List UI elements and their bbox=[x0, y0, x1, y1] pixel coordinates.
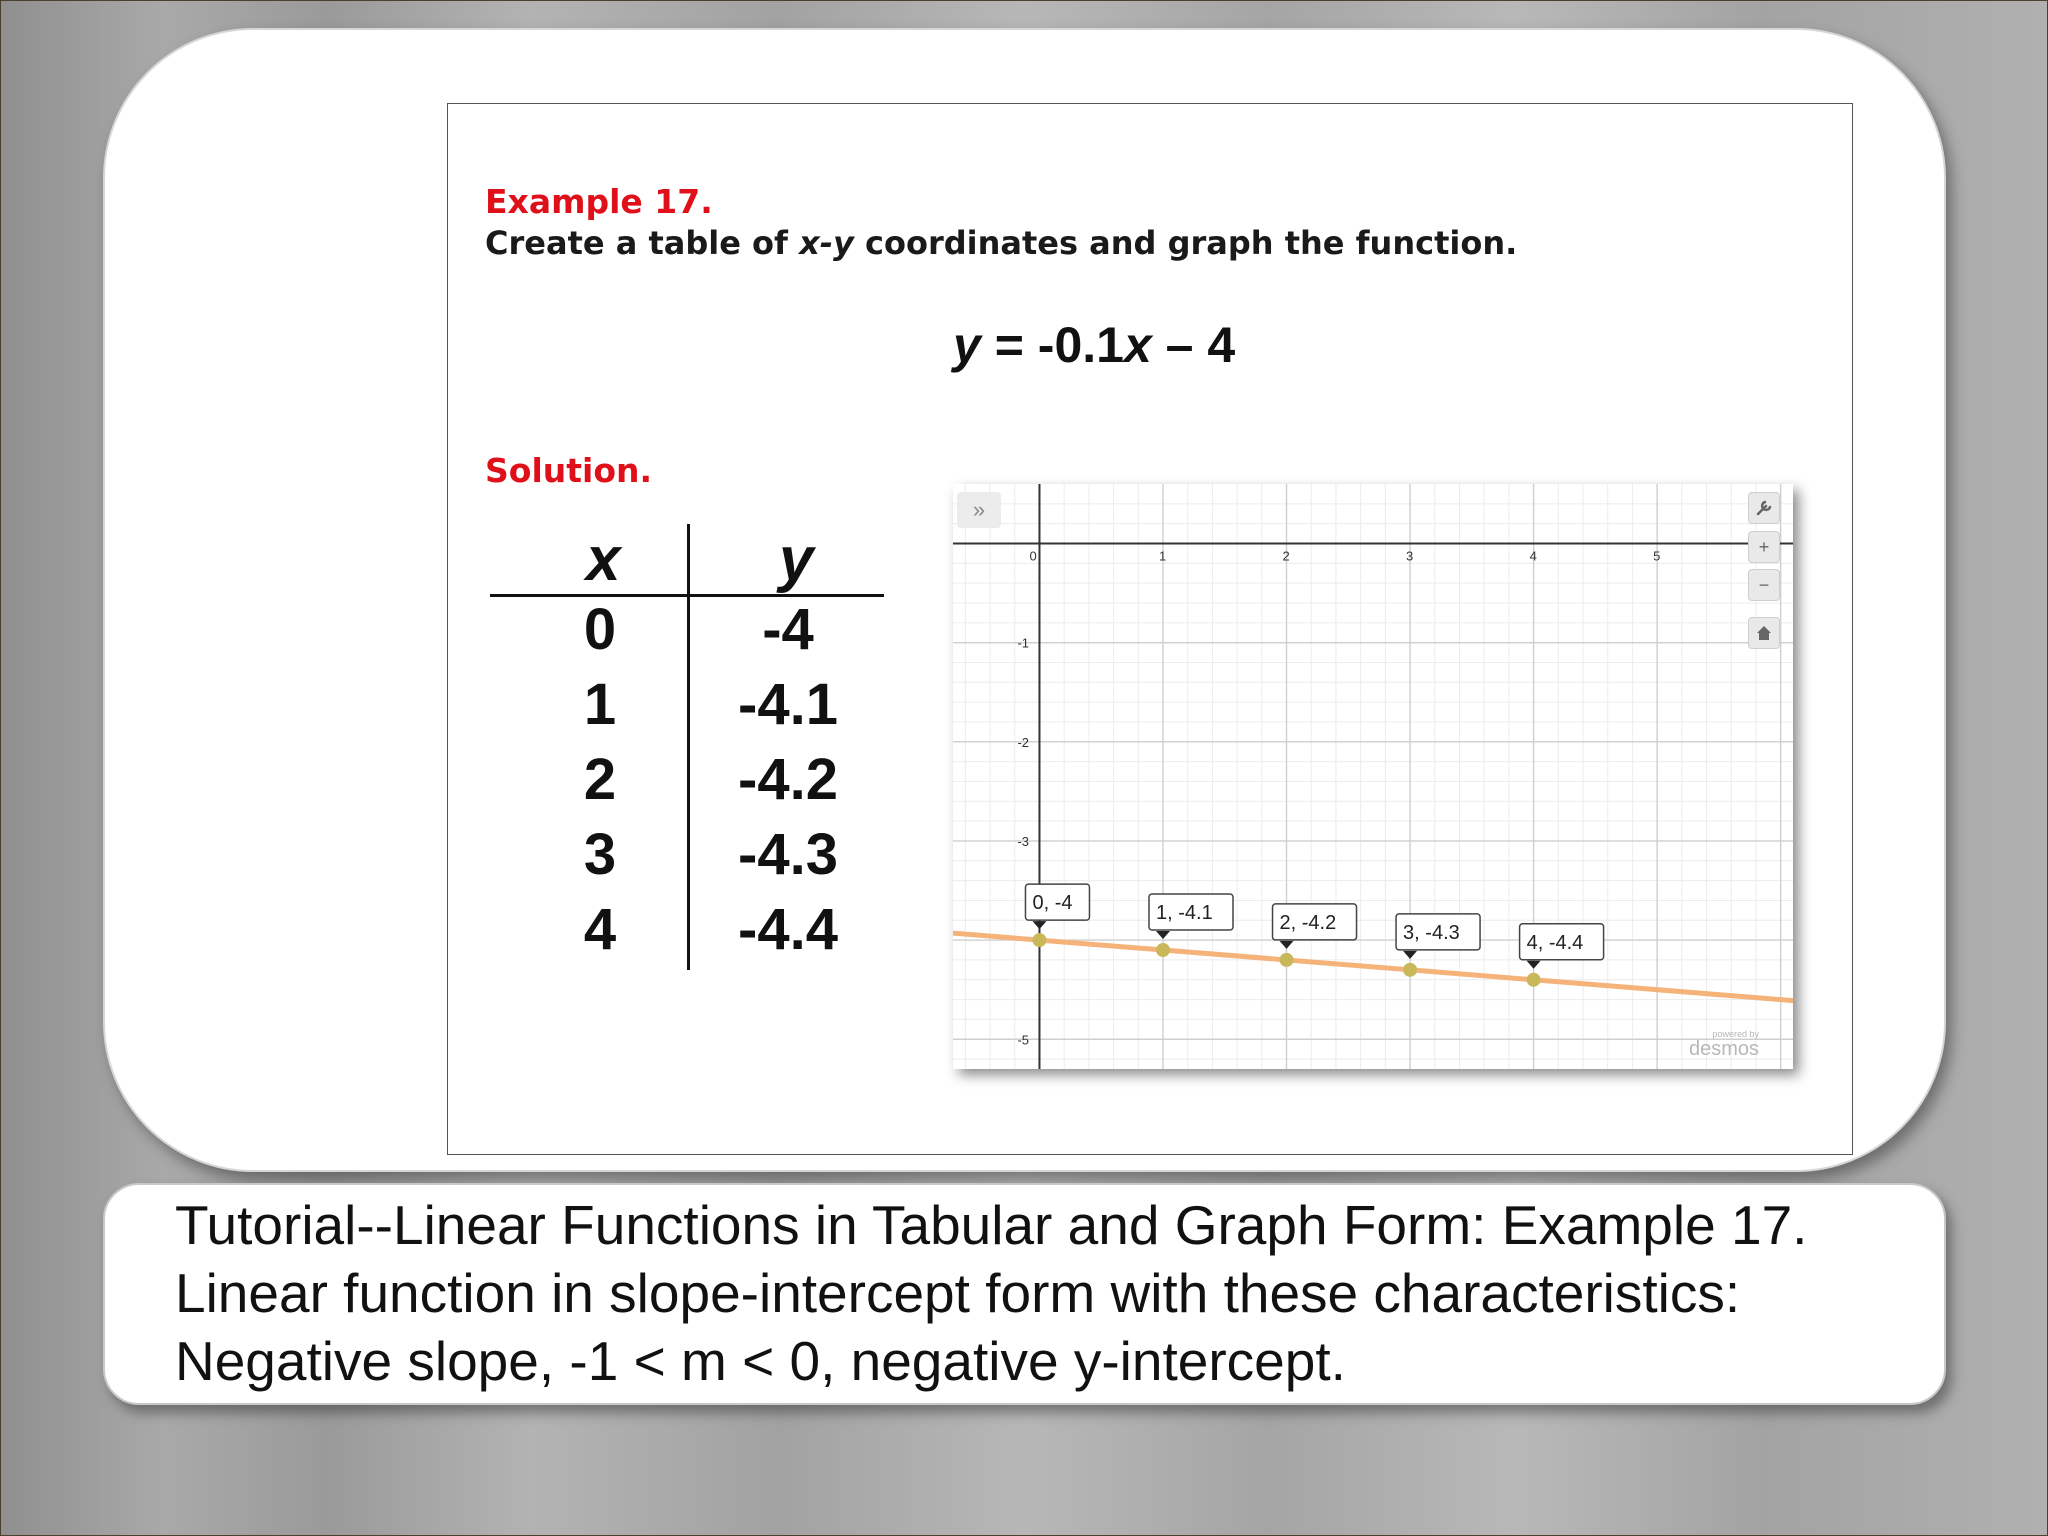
table-cell-x: 4 bbox=[583, 897, 617, 962]
table-header-y: y bbox=[779, 525, 814, 594]
y-tick-label: -3 bbox=[1017, 833, 1030, 849]
watermark-text: desmos bbox=[1688, 1038, 1759, 1060]
x-tick-label: 5 bbox=[1653, 548, 1661, 564]
point-label: 2, -4.2 bbox=[1279, 911, 1337, 934]
instruction-post: coordinates and graph the function. bbox=[853, 224, 1518, 262]
zoom-in-button[interactable]: + bbox=[1748, 531, 1780, 563]
table-cell-y: -4.1 bbox=[738, 672, 838, 737]
equation-rhs: – 4 bbox=[1151, 317, 1236, 373]
x-tick-label: 2 bbox=[1282, 548, 1290, 564]
y-tick-label: -1 bbox=[1017, 635, 1030, 651]
xy-table bbox=[490, 524, 884, 962]
example-title: Example 17. bbox=[485, 182, 713, 221]
table-cell-x: 0 bbox=[583, 597, 617, 662]
x-tick-label: 4 bbox=[1529, 548, 1537, 564]
table-header-x: x bbox=[586, 525, 621, 594]
point-label-pointer bbox=[1527, 961, 1541, 969]
y-tick-label: -2 bbox=[1017, 734, 1030, 750]
equation-lhs: y bbox=[953, 317, 981, 373]
caption-line-3: Negative slope, -1 < m < 0, negative y-intercept. bbox=[175, 1330, 1346, 1392]
home-icon-glyph bbox=[1749, 618, 1779, 648]
equation bbox=[953, 316, 1235, 374]
expand-panel-button[interactable]: » bbox=[957, 492, 1001, 528]
desmos-graph[interactable] bbox=[953, 484, 1793, 1069]
table-cell-y: -4.2 bbox=[738, 747, 838, 812]
caption-line-1: Tutorial--Linear Functions in Tabular and Graph Form: Example 17. bbox=[175, 1194, 1808, 1256]
point-label: 0, -4 bbox=[1032, 892, 1073, 915]
table-cell-y: -4.3 bbox=[738, 822, 838, 887]
home-icon[interactable] bbox=[1748, 617, 1780, 649]
slide-card bbox=[103, 28, 1946, 1172]
instruction-pre: Create a table of bbox=[485, 224, 800, 262]
data-point bbox=[1156, 943, 1170, 957]
watermark-small: powered by bbox=[1712, 1029, 1759, 1039]
instruction-var: x-y bbox=[799, 224, 854, 262]
function-line bbox=[953, 933, 1793, 1000]
caption-card bbox=[103, 1183, 1946, 1405]
point-label-pointer bbox=[1156, 931, 1170, 939]
point-label-pointer bbox=[1032, 921, 1046, 929]
point-label: 1, -4.1 bbox=[1156, 902, 1213, 925]
table-cell-y: -4.4 bbox=[738, 897, 838, 962]
table-cell-x: 1 bbox=[583, 672, 617, 737]
point-label: 3, -4.3 bbox=[1403, 921, 1460, 944]
slide-content bbox=[447, 103, 1853, 1155]
data-point bbox=[1032, 933, 1046, 947]
graph-canvas[interactable] bbox=[953, 484, 1793, 1069]
point-label-pointer bbox=[1403, 951, 1417, 959]
instruction-text bbox=[485, 224, 1517, 262]
equation-var: x bbox=[1123, 317, 1152, 373]
table-cell-y: -4 bbox=[762, 597, 814, 662]
equation-mid: = -0.1 bbox=[980, 317, 1124, 373]
x-tick-label: 0 bbox=[1029, 548, 1037, 564]
table-divider-vertical bbox=[687, 524, 690, 970]
x-tick-label: 1 bbox=[1159, 548, 1167, 564]
data-point bbox=[1403, 963, 1417, 977]
solution-label: Solution. bbox=[485, 451, 653, 490]
x-tick-label: 3 bbox=[1406, 548, 1414, 564]
data-point bbox=[1527, 973, 1541, 987]
point-label-pointer bbox=[1280, 941, 1294, 949]
table-cell-x: 3 bbox=[583, 822, 617, 887]
data-point bbox=[1280, 953, 1294, 967]
desmos-watermark bbox=[1689, 1030, 1759, 1059]
caption-line-2: Linear function in slope-intercept form with these characteristics: bbox=[175, 1262, 1741, 1324]
y-tick-label: -5 bbox=[1017, 1032, 1030, 1048]
table-cell-x: 2 bbox=[583, 747, 617, 812]
wrench-icon[interactable] bbox=[1748, 492, 1780, 524]
point-label: 4, -4.4 bbox=[1526, 931, 1584, 954]
wrench-icon-glyph bbox=[1749, 493, 1779, 523]
zoom-out-button[interactable]: − bbox=[1748, 569, 1780, 601]
